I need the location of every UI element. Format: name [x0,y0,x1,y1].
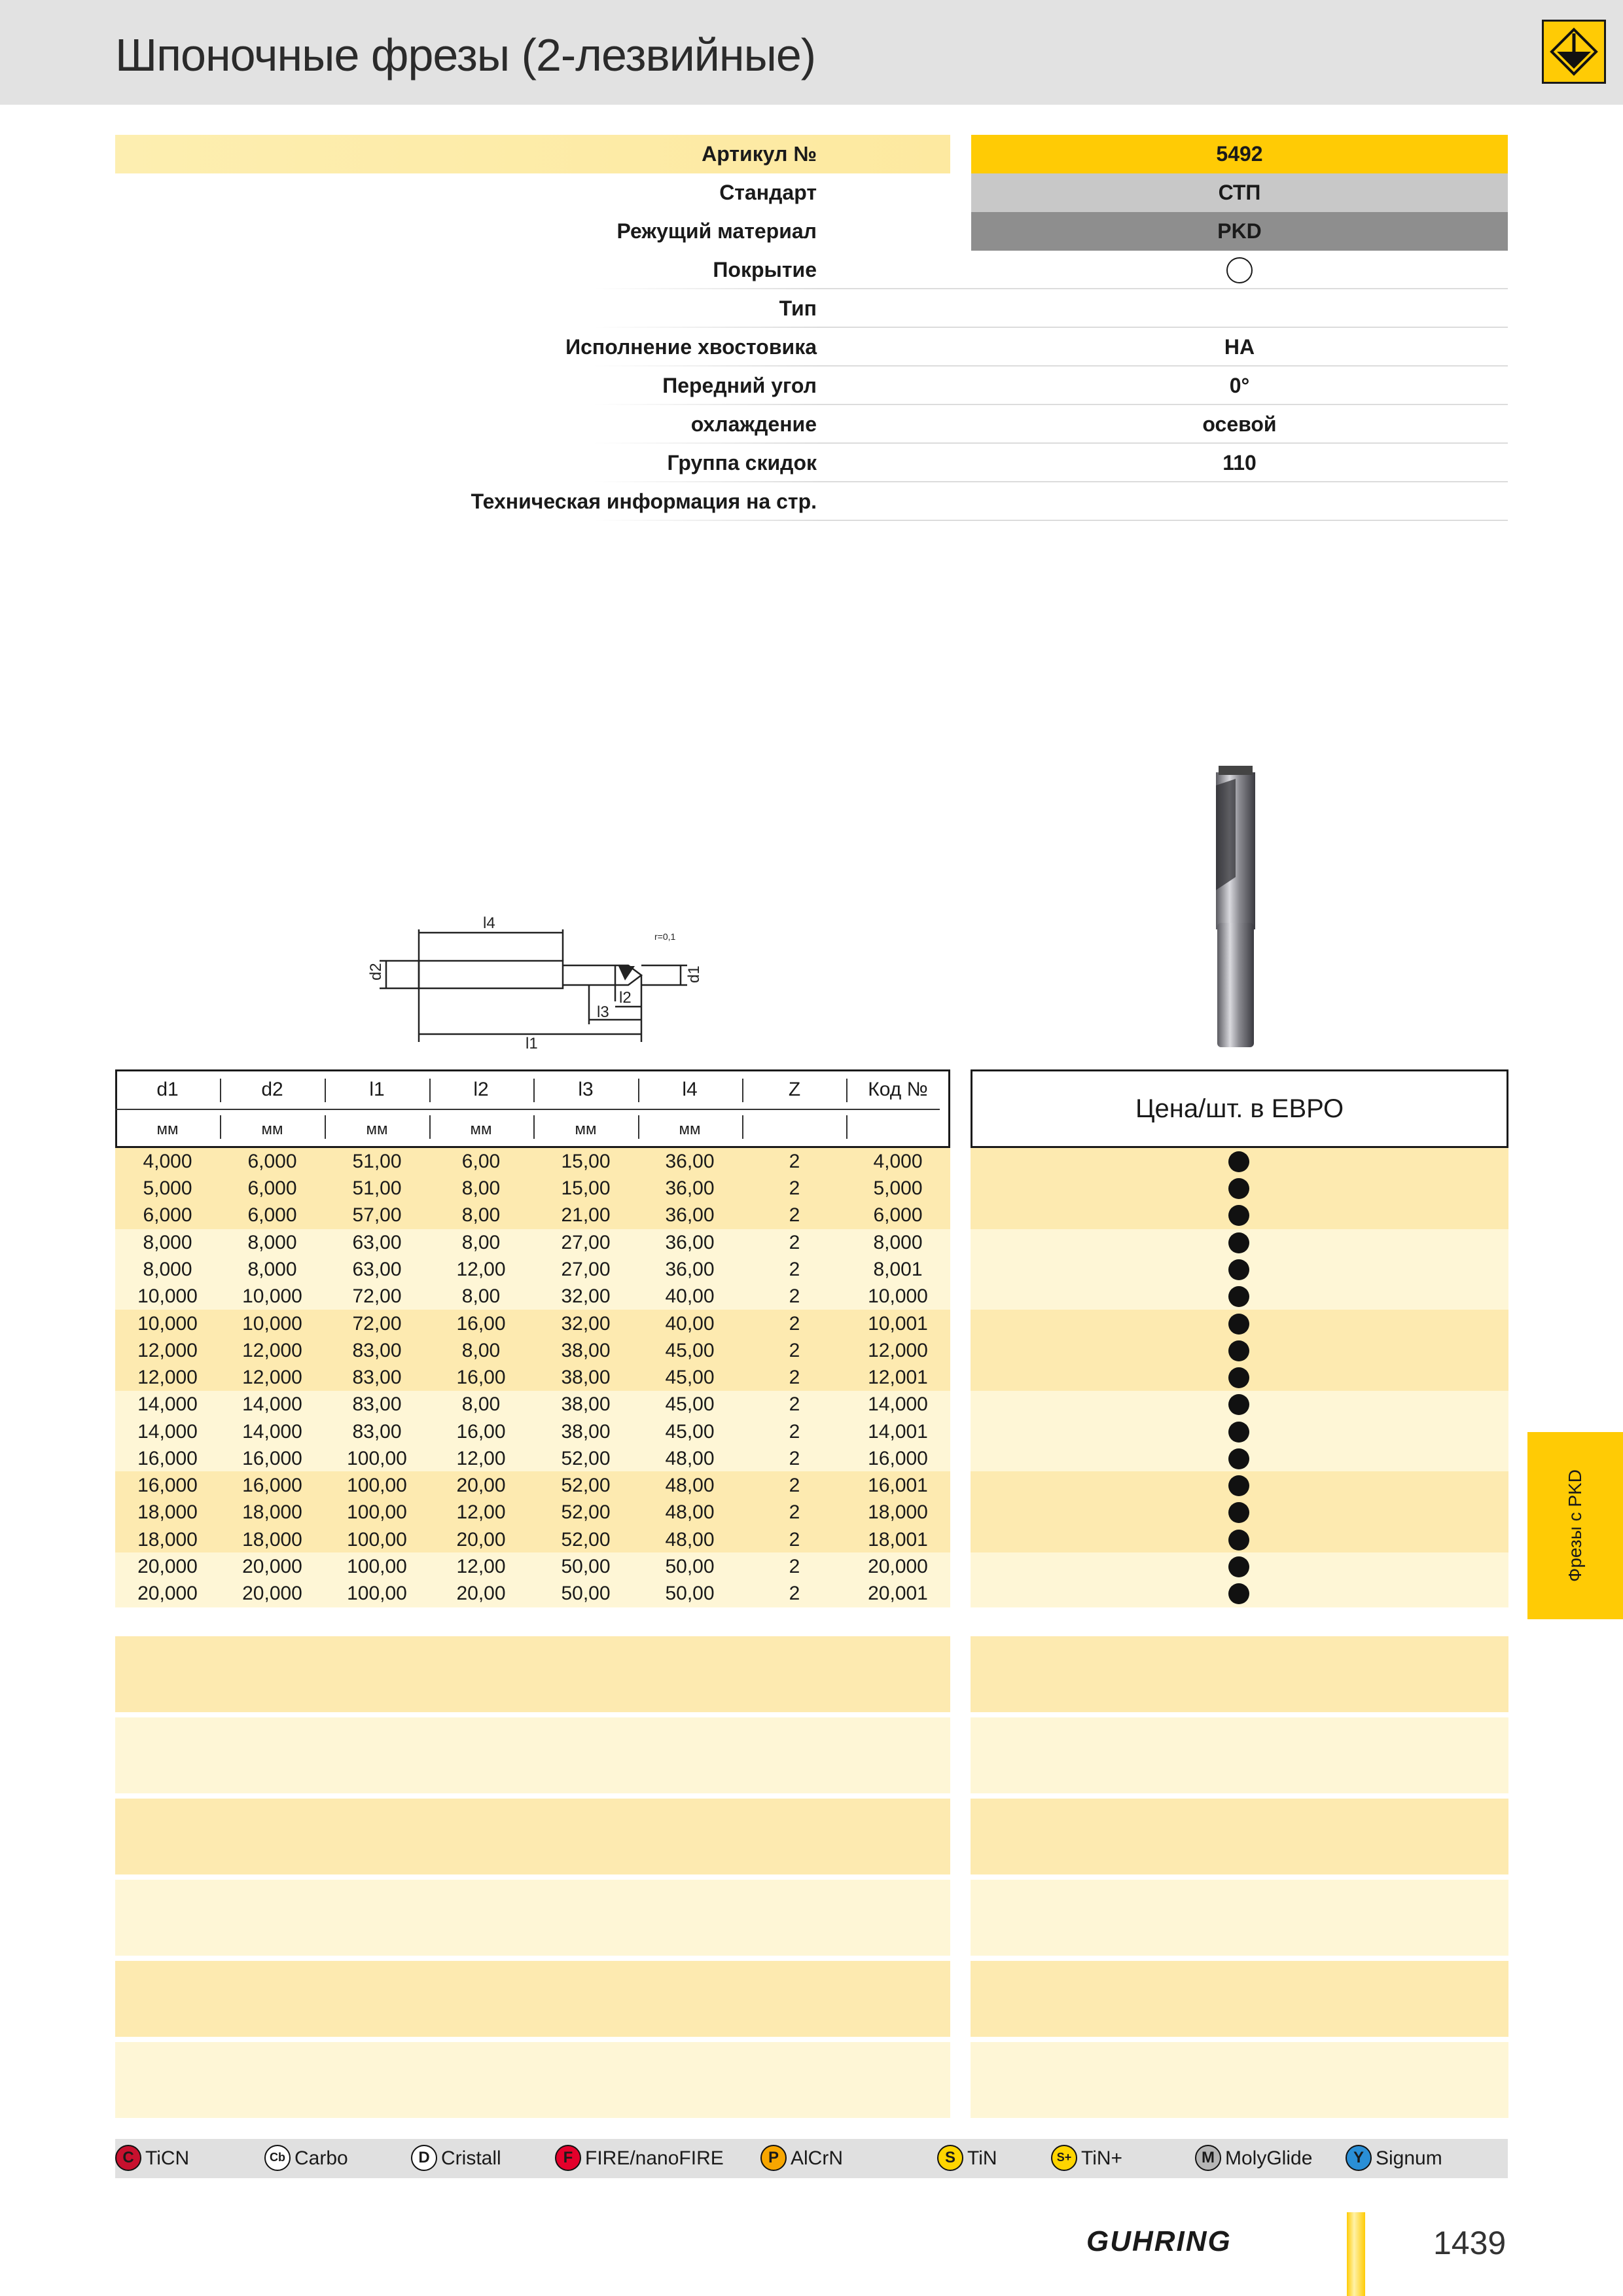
table-cell: 15,00 [561,1151,611,1172]
table-cell: 10,000 [242,1312,302,1335]
column-header: Код № [868,1079,928,1100]
table-cell: 38,00 [561,1393,611,1416]
table-cell: 2 [789,1393,800,1416]
dim-l3-label: l3 [597,1003,609,1021]
table-cell: 52,00 [561,1528,611,1551]
table-cell: 8,00 [461,1231,501,1253]
table-cell: 51,00 [352,1151,402,1172]
table-cell: 83,00 [352,1393,402,1416]
table-cell: 50,00 [561,1556,611,1577]
legend-label: Signum [1376,2147,1442,2169]
table-cell: 12,00 [456,1259,506,1280]
table-cell: 20,000 [242,1583,302,1605]
spec-label: Передний угол [662,374,817,397]
table-cell: 16,000 [242,1447,302,1469]
column-header: l2 [473,1079,489,1100]
legend-label: Cristall [441,2147,501,2169]
empty-row-band [115,1799,950,1874]
table-cell: 100,00 [347,1447,407,1469]
table-cell: 18,000 [137,1528,198,1551]
table-cell: 16,000 [137,1475,198,1497]
dim-radius-label: r=0,1 [654,931,676,942]
table-cell: 40,00 [665,1312,715,1335]
dim-l4-label: l4 [483,914,495,932]
table-cell: 63,00 [352,1259,402,1280]
table-cell: 6,000 [143,1204,192,1227]
table-cell: 2 [789,1501,800,1524]
column-divider [533,1079,535,1102]
spec-label: Режущий материал [616,219,817,243]
legend-item [1346,2139,1442,2178]
spec-row [115,482,1508,521]
table-cell: 6,000 [247,1204,297,1227]
legend-label: TiN [967,2147,997,2169]
legend-label: FIRE/nanoFIRE [585,2147,724,2169]
empty-price-band [971,1961,1508,2037]
brand-name: GUHRING [1086,2225,1232,2257]
coating-tin-icon: S [937,2145,963,2171]
column-unit: мм [575,1121,597,1138]
table-cell: 8,000 [143,1231,192,1253]
legend-item [555,2139,724,2178]
spec-value: 110 [1222,451,1257,475]
table-cell: 36,00 [665,1259,715,1280]
table-cell: 2 [789,1475,800,1497]
empty-price-band [971,1880,1508,1956]
availability-dot-icon [1228,1422,1249,1443]
page-number: 1439 [1433,2225,1507,2261]
table-cell: 16,00 [456,1367,506,1388]
empty-row-band [115,1880,950,1956]
table-cell: 2 [789,1420,800,1443]
footer-accent-bar [1347,2212,1365,2296]
table-cell: 20,000 [868,1556,928,1577]
column-unit: мм [156,1121,179,1138]
table-cell: 50,00 [665,1556,715,1577]
table-cell: 10,000 [137,1285,198,1308]
table-cell: 36,00 [665,1177,715,1200]
spec-row [115,367,1508,405]
table-cell: 8,001 [873,1259,923,1280]
spec-value: HA [1224,335,1255,359]
coating-firenanofire-icon: F [555,2145,581,2171]
availability-dot-icon [1228,1232,1249,1253]
column-divider [325,1079,326,1102]
table-cell: 12,000 [868,1339,928,1361]
coating-signum-icon: Y [1346,2145,1372,2171]
brand-logo-icon [1542,20,1606,84]
table-cell: 5,000 [873,1177,923,1200]
table-cell: 52,00 [561,1447,611,1469]
table-cell: 14,000 [137,1393,198,1416]
table-cell: 14,000 [868,1393,928,1416]
table-cell: 83,00 [352,1339,402,1361]
availability-dot-icon [1228,1583,1249,1604]
table-cell: 20,000 [242,1556,302,1577]
availability-dot-icon [1228,1475,1249,1496]
spec-row [115,405,1508,444]
table-cell: 8,000 [247,1259,297,1280]
table-cell: 2 [789,1312,800,1335]
table-cell: 2 [789,1583,800,1605]
spec-label: Техническая информация на стр. [471,490,817,513]
spec-value: СТП [971,173,1508,212]
empty-row-band [115,2042,950,2118]
table-cell: 8,00 [461,1393,501,1416]
column-divider [325,1115,326,1139]
table-cell: 8,00 [461,1285,501,1308]
table-cell: 100,00 [347,1528,407,1551]
table-cell: 4,000 [873,1151,923,1172]
table-cell: 27,00 [561,1231,611,1253]
table-cell: 10,000 [242,1285,302,1308]
coating-carbo-icon: Cb [264,2145,291,2171]
header-rule [115,1109,940,1110]
empty-row-band [115,1717,950,1793]
table-cell: 8,000 [247,1231,297,1253]
table-cell: 16,000 [137,1447,198,1469]
table-cell: 2 [789,1285,800,1308]
column-header: d2 [261,1079,283,1100]
table-cell: 36,00 [665,1151,715,1172]
table-cell: 2 [789,1367,800,1388]
column-divider [220,1079,221,1102]
table-cell: 45,00 [665,1393,715,1416]
spec-label: Группа скидок [667,451,817,475]
table-cell: 12,000 [137,1367,198,1388]
table-cell: 16,000 [242,1475,302,1497]
table-cell: 45,00 [665,1367,715,1388]
table-cell: 5,000 [143,1177,192,1200]
table-cell: 48,00 [665,1447,715,1469]
empty-row-band [115,1636,950,1712]
table-cell: 10,001 [868,1312,928,1335]
spec-value: 5492 [971,135,1508,173]
coating-cristall-icon: D [411,2145,437,2171]
table-cell: 20,001 [868,1583,928,1605]
spec-row [115,135,1508,173]
spec-value: 0° [1229,374,1250,397]
table-cell: 20,00 [456,1528,506,1551]
table-cell: 2 [789,1259,800,1280]
spec-row [115,444,1508,482]
table-cell: 72,00 [352,1312,402,1335]
coating-tin-icon: S+ [1051,2145,1077,2171]
table-cell: 100,00 [347,1556,407,1577]
section-side-tab-label: Фрезы с PKD [1565,1469,1585,1582]
spec-value: PKD [971,212,1508,251]
table-cell: 14,000 [242,1420,302,1443]
availability-dot-icon [1228,1340,1249,1361]
table-cell: 6,00 [461,1151,501,1172]
technical-drawing [366,903,707,1054]
coating-alcrn-icon: P [760,2145,787,2171]
column-divider [429,1079,431,1102]
spec-label: охлаждение [690,412,817,436]
dim-l2-label: l2 [619,989,632,1007]
table-cell: 52,00 [561,1501,611,1524]
empty-price-band [971,1636,1508,1712]
table-cell: 8,000 [143,1259,192,1280]
column-divider [429,1115,431,1139]
table-cell: 36,00 [665,1204,715,1227]
table-cell: 48,00 [665,1501,715,1524]
legend-item [1195,2139,1312,2178]
table-cell: 18,000 [242,1501,302,1524]
table-cell: 52,00 [561,1475,611,1497]
table-cell: 2 [789,1151,800,1172]
spec-label: Стандарт [719,181,817,204]
empty-price-band [971,2042,1508,2118]
table-cell: 32,00 [561,1285,611,1308]
empty-price-band [971,1717,1508,1793]
table-cell: 32,00 [561,1312,611,1335]
spec-row [115,251,1508,289]
availability-dot-icon [1228,1259,1249,1280]
empty-row-band [115,1961,950,2037]
column-header: Z [788,1079,801,1100]
table-cell: 16,00 [456,1420,506,1443]
table-cell: 48,00 [665,1475,715,1497]
table-cell: 15,00 [561,1177,611,1200]
table-cell: 8,00 [461,1204,501,1227]
table-cell: 51,00 [352,1177,402,1200]
column-header: l3 [578,1079,594,1100]
table-cell: 12,001 [868,1367,928,1388]
price-header-label: Цена/шт. в ЕВРО [1135,1094,1344,1123]
table-cell: 8,00 [461,1177,501,1200]
table-cell: 100,00 [347,1583,407,1605]
column-divider [638,1079,639,1102]
legend-item [1051,2139,1122,2178]
legend-label: TiN+ [1081,2147,1123,2169]
table-cell: 20,00 [456,1475,506,1497]
table-cell: 12,000 [137,1339,198,1361]
table-cell: 12,00 [456,1447,506,1469]
table-cell: 8,00 [461,1339,501,1361]
column-divider [533,1115,535,1139]
availability-dot-icon [1228,1530,1249,1551]
table-cell: 83,00 [352,1367,402,1388]
availability-dot-icon [1228,1367,1249,1388]
column-unit: мм [679,1121,701,1138]
column-divider [638,1115,639,1139]
empty-price-band [971,1799,1508,1874]
table-cell: 18,000 [868,1501,928,1524]
column-divider [846,1115,847,1139]
dim-d2-label: d2 [367,963,385,980]
table-cell: 6,000 [247,1177,297,1200]
legend-label: MolyGlide [1225,2147,1313,2169]
table-cell: 6,000 [247,1151,297,1172]
table-cell: 2 [789,1339,800,1361]
dim-d1-label: d1 [685,965,703,983]
spec-row [115,289,1508,328]
table-cell: 38,00 [561,1367,611,1388]
table-cell: 18,001 [868,1528,928,1551]
availability-dot-icon [1228,1286,1249,1307]
column-divider [220,1115,221,1139]
table-cell: 50,00 [561,1583,611,1605]
table-cell: 48,00 [665,1528,715,1551]
table-cell: 72,00 [352,1285,402,1308]
table-cell: 63,00 [352,1231,402,1253]
legend-item [937,2139,997,2178]
spec-row-highlight [115,135,950,173]
column-header: l4 [682,1079,698,1100]
table-cell: 20,00 [456,1583,506,1605]
legend-label: AlCrN [791,2147,843,2169]
coating-legend [115,2139,1508,2178]
legend-item [264,2139,348,2178]
availability-dot-icon [1228,1556,1249,1577]
dim-l1-label: l1 [526,1035,538,1052]
table-cell: 100,00 [347,1501,407,1524]
table-cell: 2 [789,1204,800,1227]
table-cell: 27,00 [561,1259,611,1280]
spec-row [115,212,1508,251]
table-cell: 45,00 [665,1420,715,1443]
spec-label: Артикул № [702,142,817,166]
availability-dot-icon [1228,1151,1249,1172]
table-cell: 83,00 [352,1420,402,1443]
table-cell: 12,000 [242,1367,302,1388]
table-cell: 57,00 [352,1204,402,1227]
table-cell: 2 [789,1231,800,1253]
table-cell: 12,00 [456,1556,506,1577]
spec-value [971,251,1508,289]
table-cell: 2 [789,1177,800,1200]
table-cell: 21,00 [561,1204,611,1227]
column-header: l1 [369,1079,385,1100]
table-cell: 18,000 [242,1528,302,1551]
spec-value [971,289,1508,328]
column-divider [742,1115,743,1139]
spec-divider [593,520,1508,521]
table-cell: 6,000 [873,1204,923,1227]
spec-row [115,173,1508,212]
table-cell: 12,00 [456,1501,506,1524]
table-cell: 2 [789,1528,800,1551]
table-cell: 14,000 [137,1420,198,1443]
table-cell: 10,000 [868,1285,928,1308]
availability-dot-icon [1228,1448,1249,1469]
table-cell: 2 [789,1447,800,1469]
legend-label: TiCN [145,2147,190,2169]
spec-row [115,328,1508,367]
table-cell: 16,00 [456,1312,506,1335]
legend-item [411,2139,501,2178]
table-cell: 100,00 [347,1475,407,1497]
table-cell: 2 [789,1556,800,1577]
availability-dot-icon [1228,1314,1249,1335]
table-cell: 4,000 [143,1151,192,1172]
legend-item [760,2139,843,2178]
table-cell: 38,00 [561,1420,611,1443]
table-cell: 45,00 [665,1339,715,1361]
column-header: d1 [156,1079,179,1100]
table-cell: 36,00 [665,1231,715,1253]
table-cell: 10,000 [137,1312,198,1335]
availability-dot-icon [1228,1178,1249,1199]
table-cell: 20,000 [137,1556,198,1577]
table-cell: 18,000 [137,1501,198,1524]
spec-value: осевой [1202,412,1277,436]
table-cell: 12,000 [242,1339,302,1361]
column-unit: мм [366,1121,388,1138]
table-cell: 16,000 [868,1447,928,1469]
product-image [1209,766,1262,1054]
page-title: Шпоночные фрезы (2-лезвийные) [115,29,816,81]
column-unit: мм [470,1121,492,1138]
table-cell: 20,000 [137,1583,198,1605]
spec-label: Исполнение хвостовика [565,335,817,359]
table-cell: 16,001 [868,1475,928,1497]
coating-none-icon [1226,257,1253,283]
column-divider [846,1079,847,1102]
coating-ticn-icon: C [115,2145,141,2171]
coating-molyglide-icon: M [1195,2145,1221,2171]
legend-item [115,2139,189,2178]
spec-label: Тип [779,296,817,320]
table-cell: 40,00 [665,1285,715,1308]
table-cell: 50,00 [665,1583,715,1605]
column-unit: мм [261,1121,283,1138]
table-cell: 8,000 [873,1231,923,1253]
column-divider [742,1079,743,1102]
legend-label: Carbo [294,2147,348,2169]
table-cell: 14,001 [868,1420,928,1443]
spec-value [971,482,1508,521]
table-cell: 38,00 [561,1339,611,1361]
table-cell: 14,000 [242,1393,302,1416]
spec-label: Покрытие [713,258,817,281]
